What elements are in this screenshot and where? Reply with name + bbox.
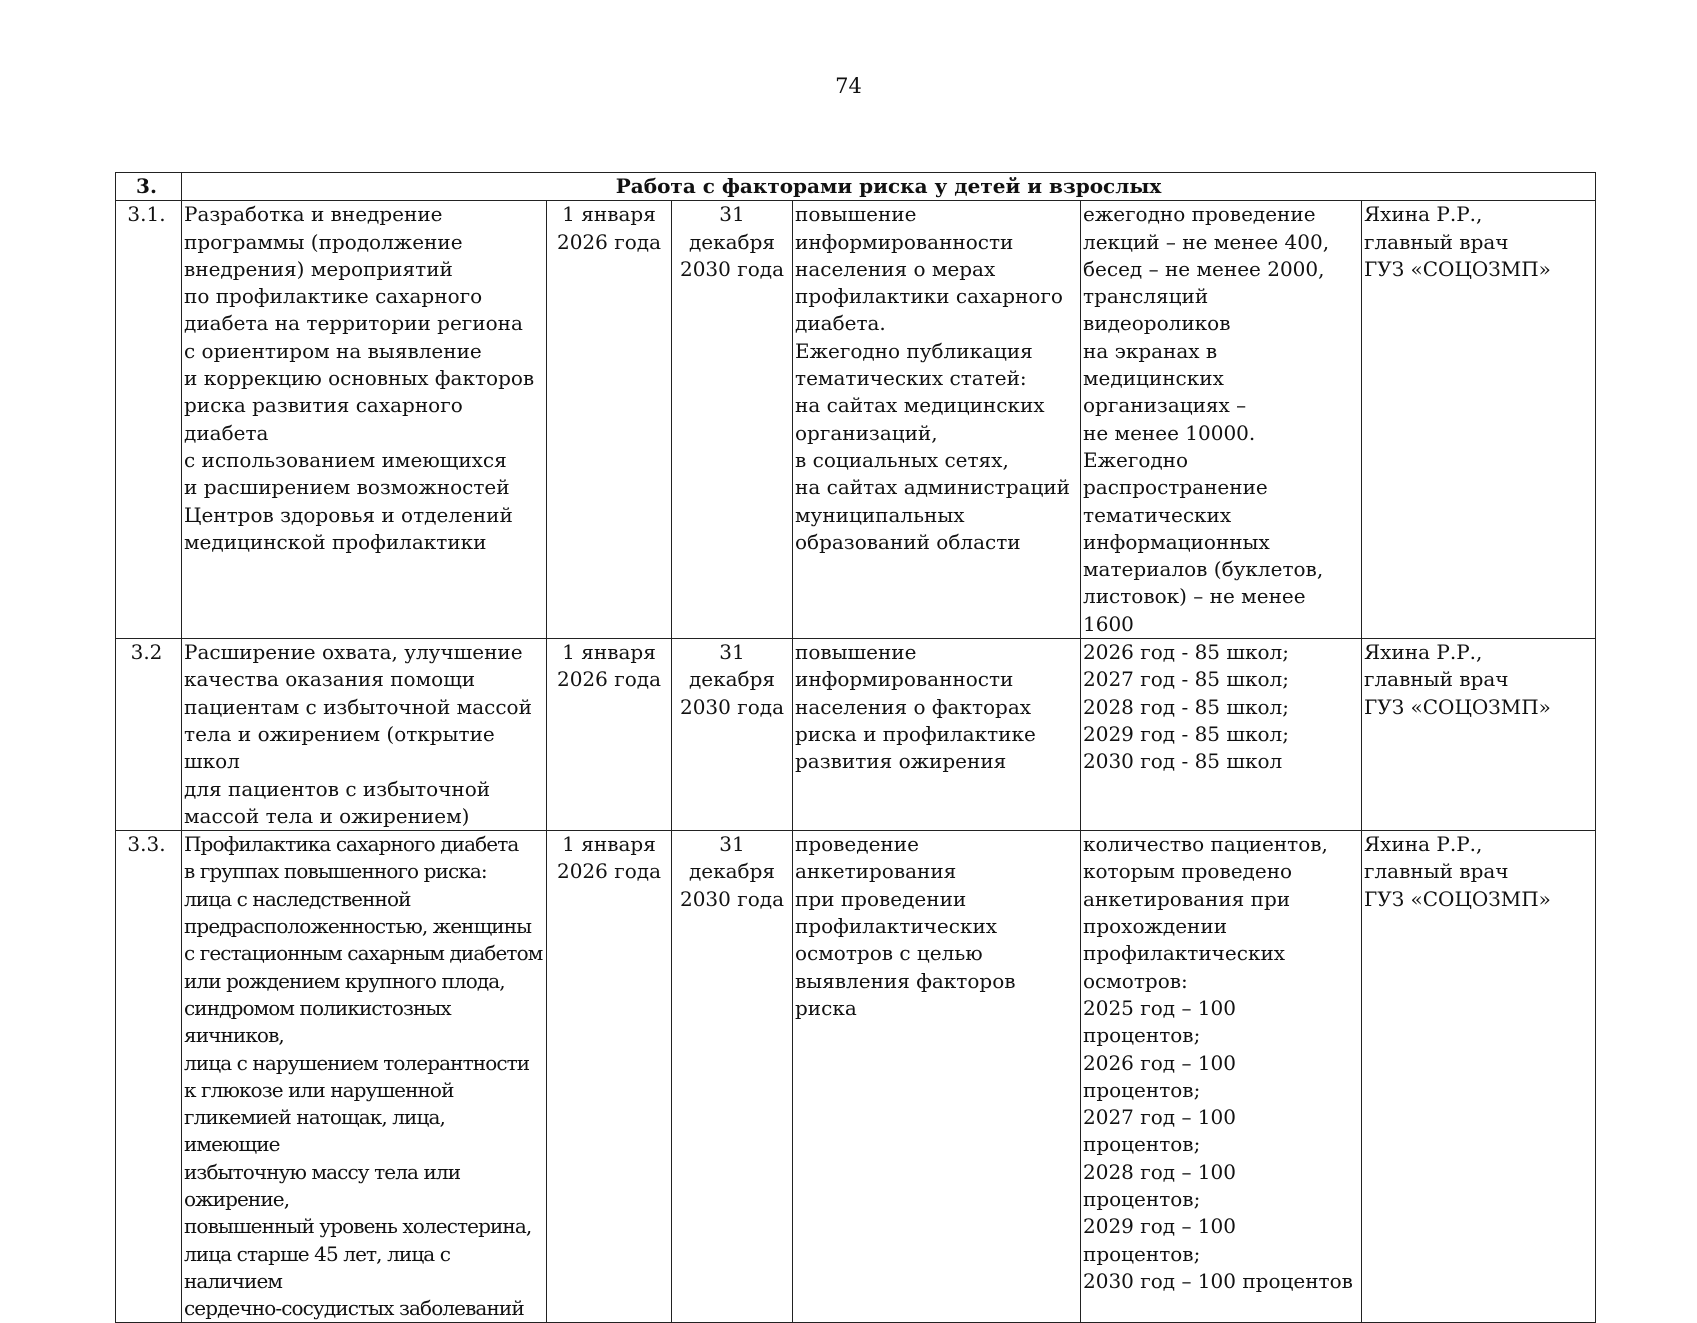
section-number: 3. xyxy=(116,173,182,201)
indicator-cell: ежегодно проведение лекций – не менее 400, бесед – не менее 2000, трансляций видеороликов на экранах в медицинских организациях – не менее 10000. Ежегодно распространение тематических информационных материалов (буклетов, листовок) – не менее 1600 xyxy=(1081,201,1362,639)
indicator-cell: количество пациентов, которым проведено анкетирования при прохождении профилактических осмотров: 2025 год – 100 процентов; 2026 год – 100 процентов; 2027 год – 100 процентов; 2028 год – 100 процентов; 2029 год – 100 процентов; 2030 год – 100 процентов xyxy=(1081,831,1362,1323)
end-date-cell: 31 декабря 2030 года xyxy=(672,201,793,639)
end-date-cell: 31 декабря 2030 года xyxy=(672,831,793,1323)
section-title: Работа с факторами риска у детей и взрослых xyxy=(182,173,1596,201)
result-cell: повышение информированности населения о факторах риска и профилактике развития ожирения xyxy=(793,639,1081,831)
start-date-cell: 1 января 2026 года xyxy=(547,831,672,1323)
start-date-cell: 1 января 2026 года xyxy=(547,639,672,831)
activity-cell: Профилактика сахарного диабета в группах повышенного риска: лица с наследственной предрасположенностью, женщины с гестационным сахарным диабетом или рождением крупного плода, синдромом поликистозных яичников, лица с нарушением толерантности к глюкозе или нарушенной гликемией натощак, лица, имеющие избыточную массу тела или ожирение, повышенный уровень холестерина, лица старше 45 лет, лица с наличием сердечно-сосудистых заболеваний xyxy=(182,831,547,1323)
table-row xyxy=(116,201,1596,639)
table-row xyxy=(116,831,1596,1323)
section-header-row xyxy=(116,173,1596,201)
row-number: 3.1. xyxy=(116,201,182,639)
responsible-cell: Яхина Р.Р., главный врач ГУЗ «СОЦОЗМП» xyxy=(1362,831,1596,1323)
start-date-cell: 1 января 2026 года xyxy=(547,201,672,639)
row-number: 3.2 xyxy=(116,639,182,831)
page-number: 74 xyxy=(835,74,862,98)
indicator-cell: 2026 год - 85 школ; 2027 год - 85 школ; 2028 год - 85 школ; 2029 год - 85 школ; 2030 год - 85 школ xyxy=(1081,639,1362,831)
activity-cell: Расширение охвата, улучшение качества оказания помощи пациентам с избыточной массой тела и ожирением (открытие школ для пациентов с избыточной массой тела и ожирением) xyxy=(182,639,547,831)
result-cell: проведение анкетирования при проведении профилактических осмотров с целью выявления факторов риска xyxy=(793,831,1081,1323)
table-row xyxy=(116,639,1596,831)
row-number: 3.3. xyxy=(116,831,182,1323)
end-date-cell: 31 декабря 2030 года xyxy=(672,639,793,831)
responsible-cell: Яхина Р.Р., главный врач ГУЗ «СОЦОЗМП» xyxy=(1362,201,1596,639)
activities-table xyxy=(115,172,1596,1323)
responsible-cell: Яхина Р.Р., главный врач ГУЗ «СОЦОЗМП» xyxy=(1362,639,1596,831)
result-cell: повышение информированности населения о мерах профилактики сахарного диабета. Ежегодно публикация тематических статей: на сайтах медицинских организаций, в социальных сетях, на сайтах администраций муниципальных образований области xyxy=(793,201,1081,639)
activity-cell: Разработка и внедрение программы (продолжение внедрения) мероприятий по профилактике сахарного диабета на территории региона с ориентиром на выявление и коррекцию основных факторов риска развития сахарного диабета с использованием имеющихся и расширением возможностей Центров здоровья и отделений медицинской профилактики xyxy=(182,201,547,639)
